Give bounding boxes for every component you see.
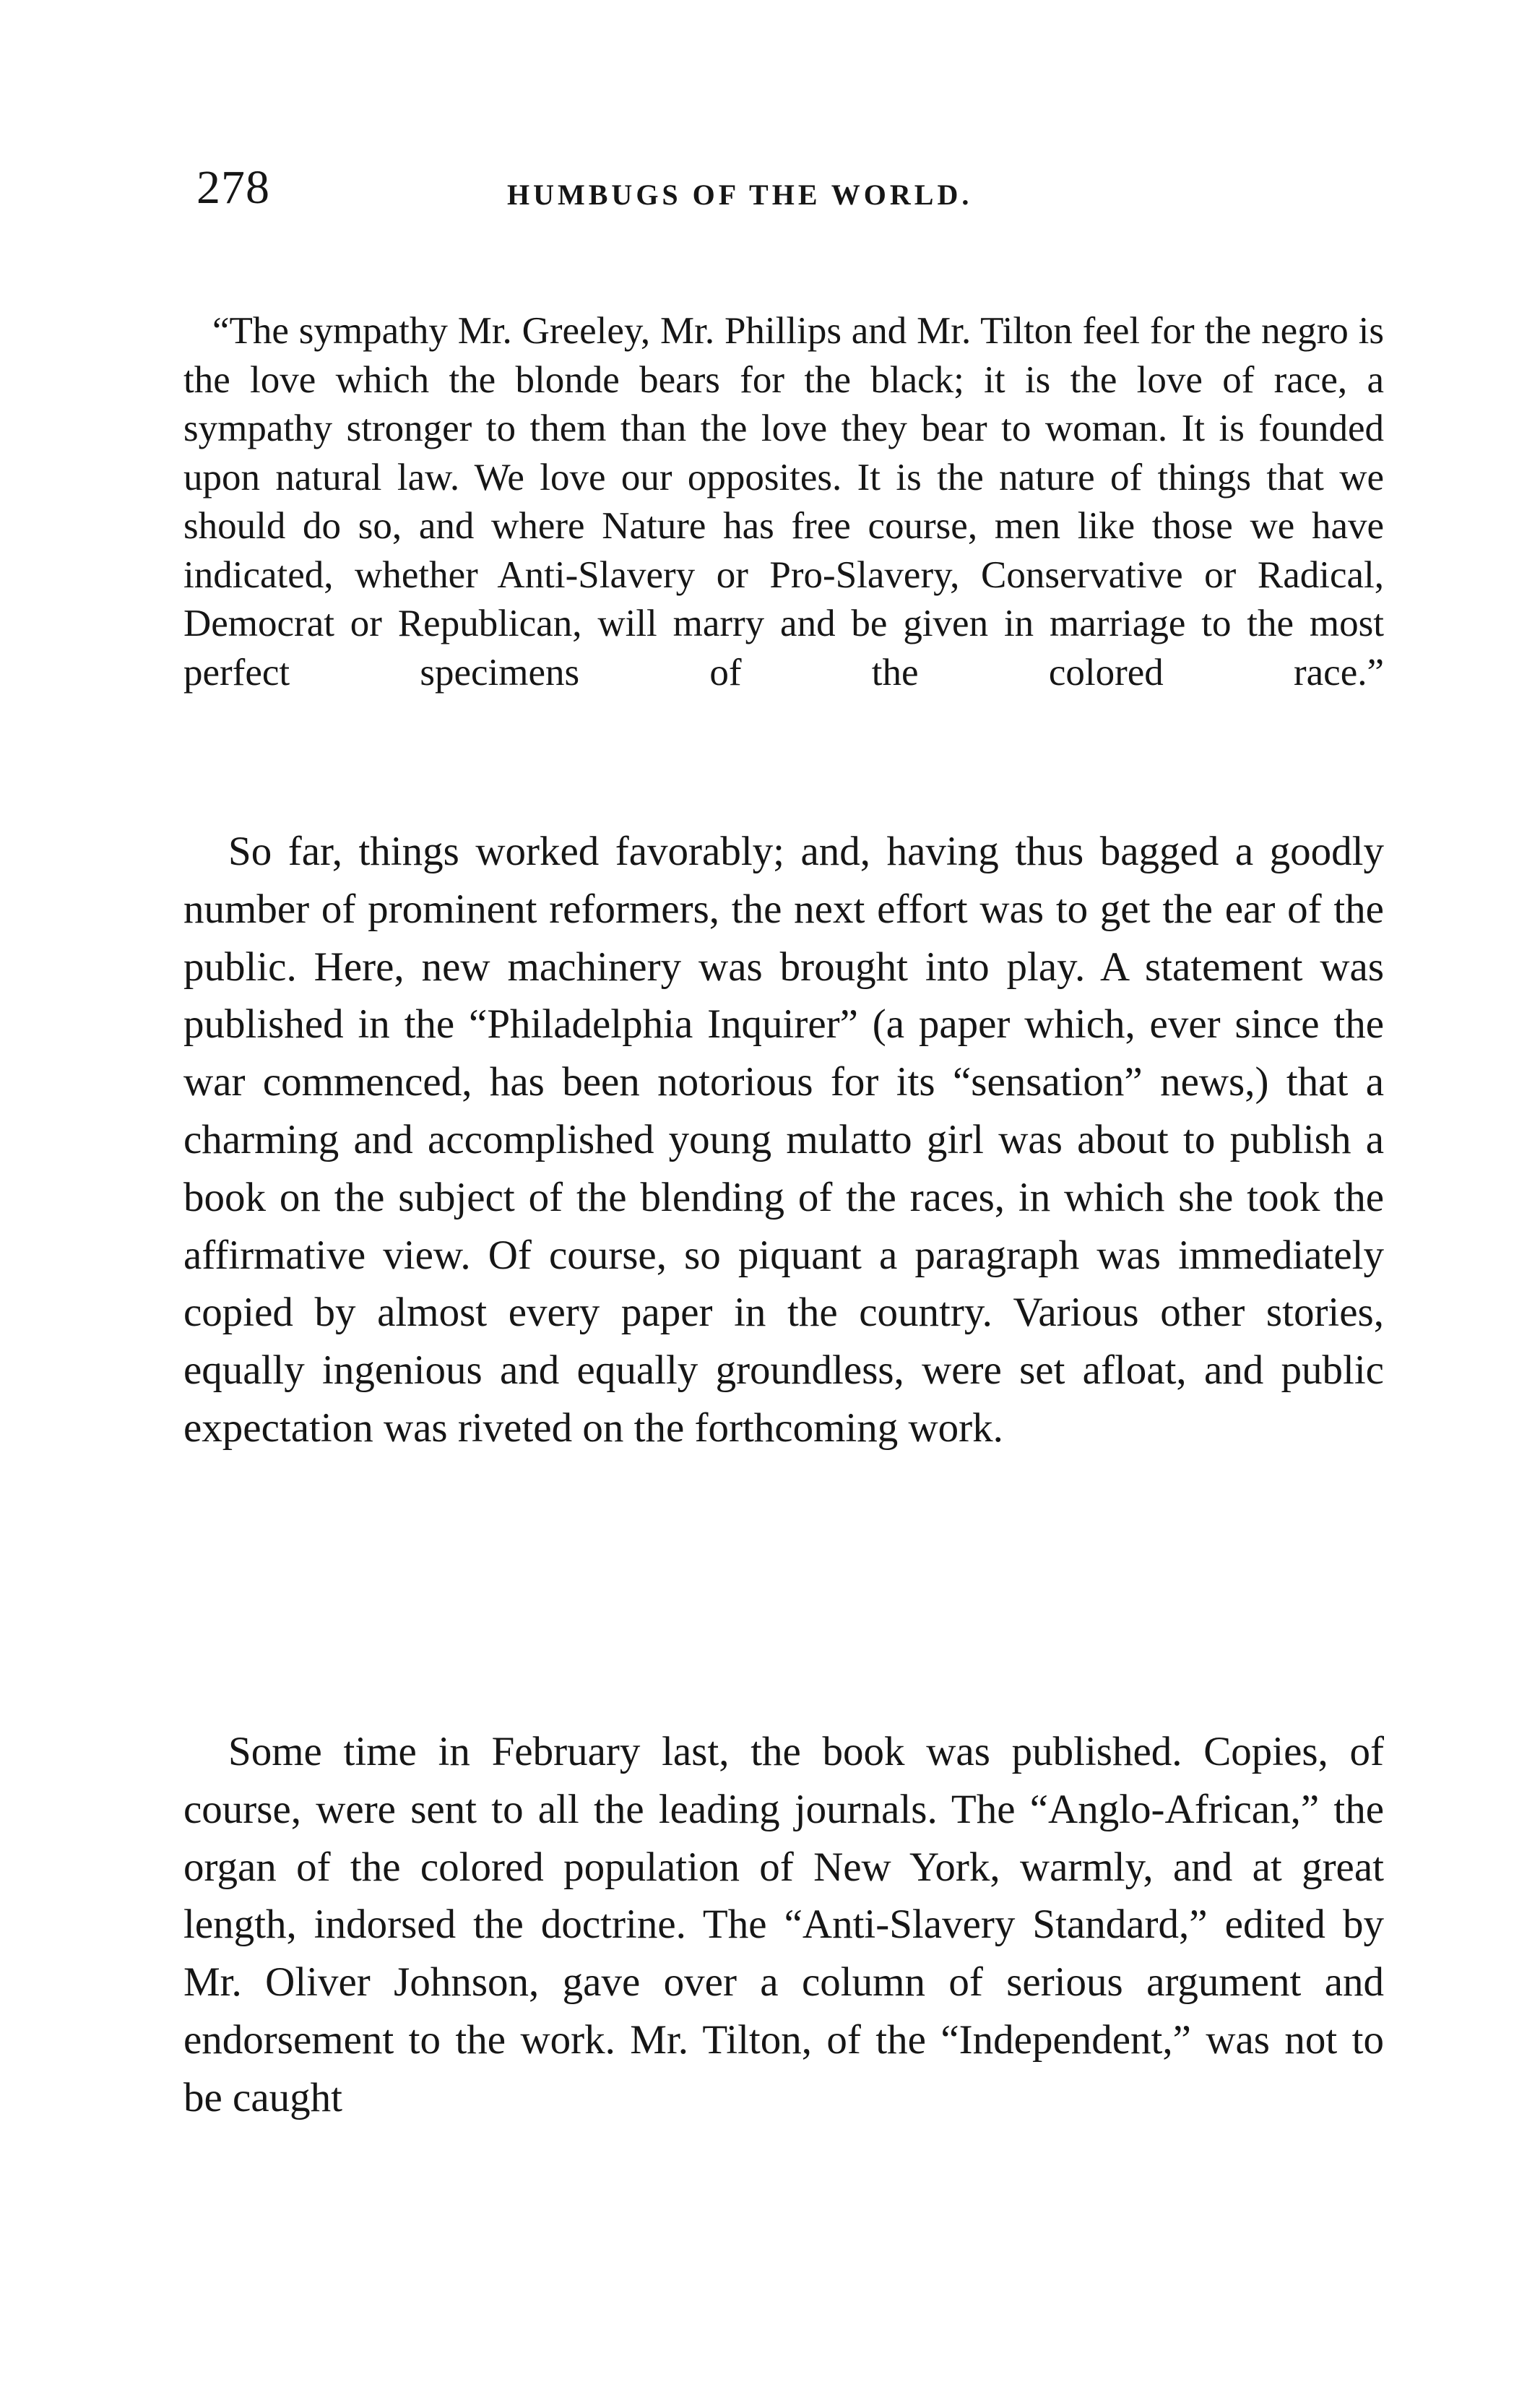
page-header [196,160,1381,225]
running-head: HUMBUGS OF THE WORLD. [507,178,973,211]
body-paragraph: So far, things worked favorably; and, having thus bagged a goodly number of prominent reformers, the next effort was to get the ear of the public. Here, new machinery was brought into play. A statement was published in the “Philadelphia Inquirer” (a paper which, ever since the war commenced, has been notorious for its “sensation” news,) that a charming and accomplished young mulatto girl was about to publish a book on the subject of the blending of the races, in which she took the affirmative view. Of course, so piquant a paragraph was immediately copied by almost every paper in the country. Various other stories, equally ingenious and equally groundless, were set afloat, and public expectation was riveted on the forthcoming work. [183,829,1384,1451]
block-quote: “The sympathy Mr. Greeley, Mr. Phillips and Mr. Tilton feel for the negro is the love which the blonde bears for the black; it is the love of race, a sympathy stronger to them than the love they bear to woman. It is founded upon natural law. We love our opposites. It is the nature of things that we should do so, and where Nature has free course, men like those we have indicated, whether Anti-Slavery or Pro-Slavery, Conservative or Radical, Democrat or Republican, will marry and be given in marriage to the most perfect specimens of the colored race.” [183,310,1384,694]
page-number: 278 [196,161,270,214]
body-paragraph: Some time in February last, the book was published. Copies, of course, were sent to all the leading journals. The “Anglo-African,” the organ of the colored population of New York, warmly, and at great length, indorsed the doctrine. The “Anti-Slavery Standard,” edited by Mr. Oliver Johnson, gave over a column of serious argument and endorsement to the work. Mr. Tilton, of the “Independent,” was not to be caught [183,1729,1384,2120]
